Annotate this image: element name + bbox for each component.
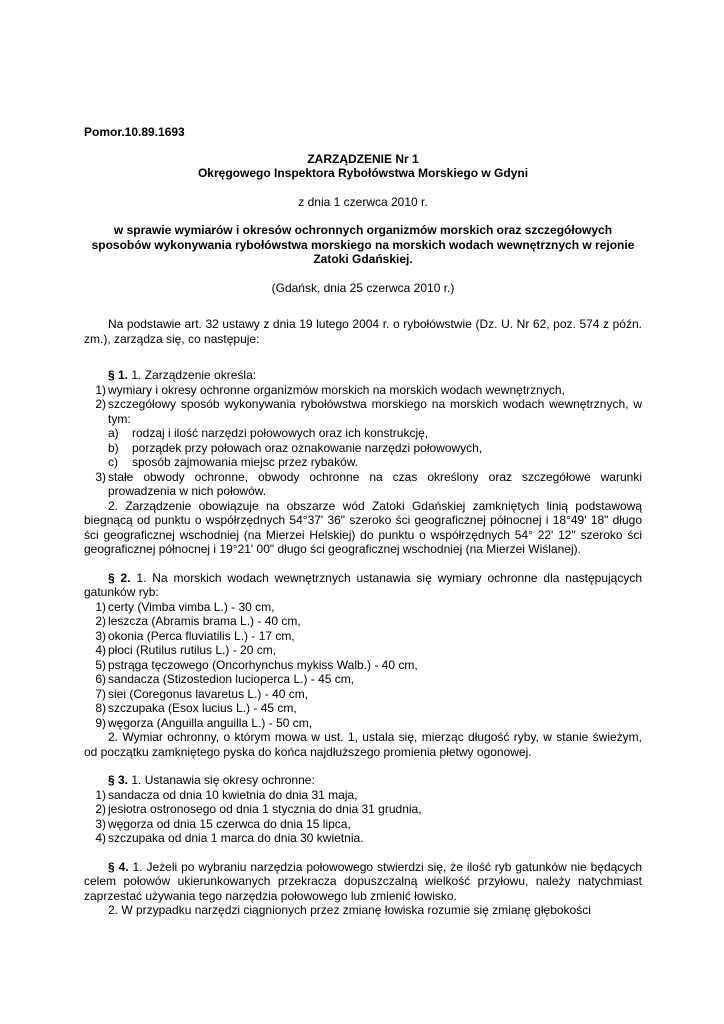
section-1-paragraph-2: 2. Zarządzenie obowiązuje na obszarze wód Zatoki Gdańskiej zamkniętych linią podstawową biegnącą od punktu o współrzędnych 54°37' 36" szeroko ści geograficznej północnej i 18°49' 18" długo ści geograficznej wschodniej (na Mierzei Helskiej) do punktu o współrzędnych 54° 22' 12" szeroko ści geograficznej północnej i 19°21' 00" długo ści geograficznej wschodniej (na Mierzei Wiślanej). [84,498,642,556]
item-number: 9) [95,715,106,730]
list-item [84,672,642,687]
document-date: z dnia 1 czerwca 2010 r. [298,194,428,209]
item-number: 4) [95,643,106,657]
list-item [84,817,642,832]
list-item [84,383,642,398]
item-number: 3) [95,469,106,484]
list-item [84,643,642,658]
list-item [84,716,642,731]
item-text: sandacza (Stizostedion lucioperca L.) - 45 cm, [108,672,355,686]
item-number: 1) [95,382,106,397]
item-text: szczupaka (Esox lucius L.) - 45 cm, [108,701,297,715]
item-number: 4) [95,831,106,845]
sub-item-text: porządek przy połowach oraz oznakowanie narzędzi połowowych, [132,440,483,455]
section-2-paragraph-2: 2. Wymiar ochronny, o którym mowa w ust. 1, ustala się, mierząc długość ryby, w stanie świeżym, od początku zamkniętego pyska do końca najdłuższego promienia płetwy ogonowej. [84,730,642,759]
list-item [84,788,642,803]
sub-item-text: rodzaj i ilość narzędzi połowowych oraz ich konstrukcję, [132,426,429,440]
item-text: stałe obwody ochronne, obwody ochronne na czas określony oraz szczegółowe warunki prowadzenia w nich połowów. [108,469,642,498]
item-number: 3) [95,628,106,643]
item-text: węgorza (Anguilla anguilla L.) - 50 cm, [108,715,313,730]
document-page [84,125,642,918]
sub-list [84,426,642,470]
list-item [84,701,642,716]
section-1-intro [84,368,642,383]
section-3-intro [84,773,642,788]
item-text: węgorza od dnia 15 czerwca do dnia 15 lipca, [108,816,351,831]
item-text: certy (Vimba vimba L.) - 30 cm, [108,599,275,614]
list-item [84,397,642,426]
item-number: 3) [95,816,106,831]
item-text: płoci (Rutilus rutilus L.) - 20 cm, [108,643,277,657]
section-4-paragraph-2: 2. W przypadku narzędzi ciągnionych przez zmianę łowiska rozumie się zmianę głębokości [108,903,591,917]
item-text: leszcza (Abramis brama L.) - 40 cm, [108,614,301,628]
list-item [84,831,642,846]
document-reference: Pomor.10.89.1693 [84,125,185,139]
sub-item-text: sposób zajmowania miejsc przez rybaków. [132,455,359,469]
item-number: 2) [95,614,106,628]
item-number: 8) [95,701,106,715]
sub-list-item [108,441,642,456]
sub-item-letter: c) [108,455,118,469]
item-number: 6) [95,672,106,686]
list-item [84,658,642,673]
list-item [84,614,642,629]
section-1-mark: § 1. [108,368,129,382]
sub-item-letter: a) [108,426,119,440]
list-item [84,470,642,499]
list-item [84,600,642,615]
item-text: pstrąga tęczowego (Oncorhynchus mykiss Walb.) - 40 cm, [108,657,418,672]
section-3-intro-text: 1. Ustanawia się okresy ochronne: [128,773,315,787]
list-item [84,687,642,702]
section-1-intro-text: 1. Zarządzenie określa: [128,368,257,382]
section-3-mark: § 3. [108,773,129,787]
sub-list-item [108,426,642,441]
section-2-mark: § 2. [108,570,131,585]
section-2-intro [84,571,642,600]
section-2-intro-text: 1. Na morskich wodach wewnętrznych ustanawia się wymiary ochronne dla następujących gatunków ryb: [84,570,643,599]
item-text: szczegółowy sposób wykonywania rybołówstwa morskiego na morskich wodach wewnętrznych, w tym: [108,397,642,426]
section-4-paragraph-1 [84,860,642,904]
item-number: 1) [95,787,106,802]
list-item [84,629,642,644]
item-number: 2) [95,397,106,411]
document-subject: w sprawie wymiarów i okresów ochronnych organizmów morskich oraz szczegółowych sposobów wykonywania rybołówstwa morskiego na morskich wodach wewnętrznych w rejonie Zatoki Gdańskiej. [91,223,635,266]
item-text: wymiary i okresy ochronne organizmów morskich na morskich wodach wewnętrznych, [108,382,565,397]
item-text: szczupaka od dnia 1 marca do dnia 30 kwietnia. [108,831,364,845]
item-number: 7) [95,686,106,701]
item-text: okonia (Perca fluviatilis L.) - 17 cm, [108,628,295,643]
publication-note: (Gdańsk, dnia 25 czerwca 2010 r.) [271,280,455,295]
section-4-mark: § 4. [108,859,129,874]
sub-item-letter: b) [108,440,119,455]
item-number: 2) [95,802,106,816]
item-text: siei (Coregonus lavaretus L.) - 40 cm, [108,686,309,701]
list-item [84,802,642,817]
document-issuer: Okręgowego Inspektora Rybołówstwa Morskiego w Gdyni [197,166,529,180]
document-title: ZARZĄDZENIE Nr 1 [307,151,419,166]
preamble: Na podstawie art. 32 ustawy z dnia 19 lutego 2004 r. o rybołówstwie (Dz. U. Nr 62, poz. 574 z późn. zm.), zarządza się, co następuje: [84,317,642,346]
item-number: 5) [95,657,106,672]
item-number: 1) [95,599,106,614]
sub-list-item [108,455,642,470]
item-text: jesiotra ostronosego od dnia 1 stycznia do dnia 31 grudnia, [108,802,422,816]
item-text: sandacza od dnia 10 kwietnia do dnia 31 maja, [108,787,358,802]
section-4-p1-text: 1. Jeżeli po wybraniu narzędzia połowowego stwierdzi się, że ilość ryb gatunków nie będących celem połowów ukierunkowanych przekracza dopuszczalną wielkość przyłowu, należy natychmiast zaprzestać używania tego narzędzia połowowego lub zmienić łowisko. [84,859,643,903]
